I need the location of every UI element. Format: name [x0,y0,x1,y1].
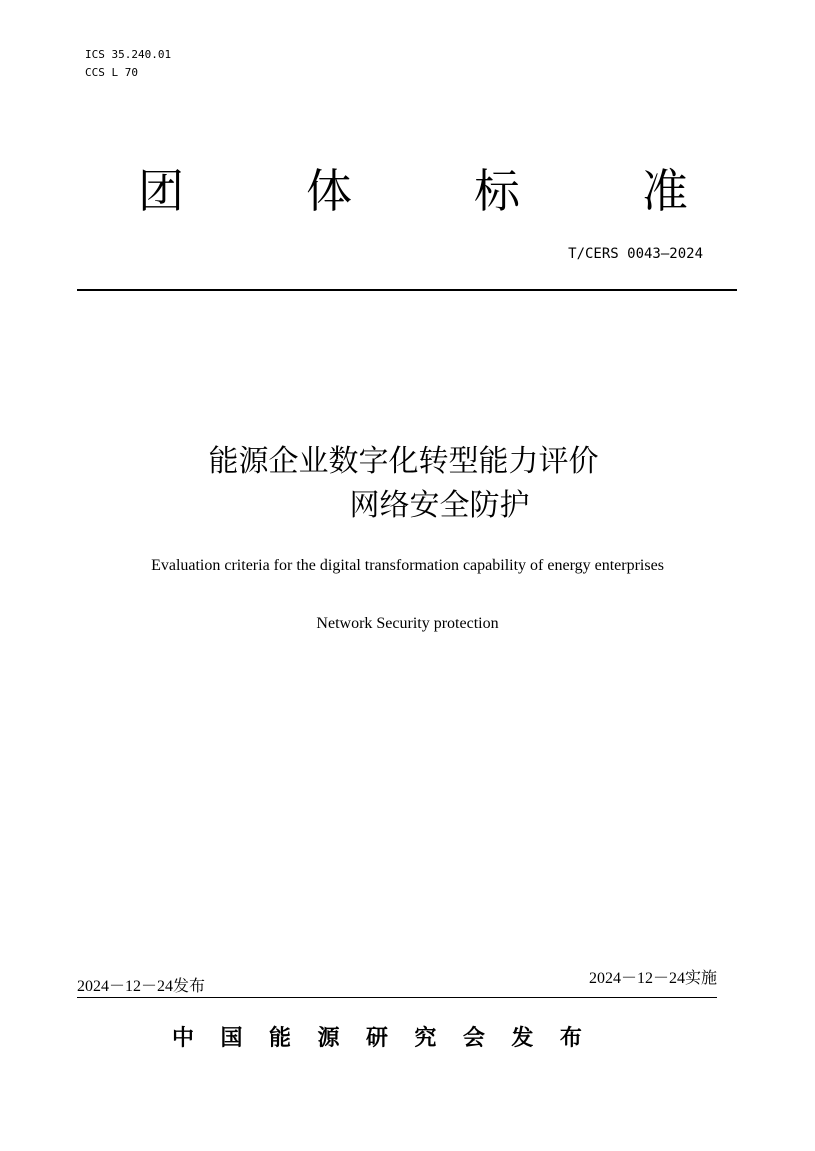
publisher-char: 能 [268,1026,291,1051]
chinese-title-line1: 能源企业数字化转型能力评价 [208,444,599,479]
classification-codes [85,46,171,82]
publisher-char: 中 [172,1026,195,1051]
standard-number: T/CERS 0043—2024 [568,246,703,262]
publisher-char: 布 [559,1026,582,1051]
publisher-char: 研 [365,1026,388,1051]
publisher-char: 源 [317,1026,340,1051]
chinese-title [0,440,815,528]
publish-date-block [77,975,205,998]
english-title: Evaluation criteria for the digital transformation capability of energy enterprises [151,557,664,574]
publish-label: 发布 [173,976,206,995]
publisher-char: 究 [414,1026,437,1051]
publisher-char: 国 [220,1026,243,1051]
implement-date: 2024－12－24 [588,970,685,987]
standard-type-char: 准 [642,164,688,218]
publisher-line [172,1022,582,1056]
english-subtitle: Network Security protection [316,615,499,632]
standard-type-char: 体 [306,164,352,218]
ccs-code: CCS L 70 [85,66,138,79]
implement-label: 实施 [684,968,717,987]
header-divider [77,289,737,291]
standard-type-char: 标 [474,164,520,218]
standard-type-char: 团 [138,164,184,218]
standard-type-heading [128,158,698,224]
ics-code: ICS 35.240.01 [85,48,172,61]
publisher-char: 发 [511,1026,534,1051]
chinese-title-line2: 网络安全防护 [349,488,530,523]
publish-date: 2024－12－24 [77,978,174,995]
publisher-char: 会 [462,1026,485,1051]
date-row [77,968,717,998]
implement-date-block [589,967,717,990]
